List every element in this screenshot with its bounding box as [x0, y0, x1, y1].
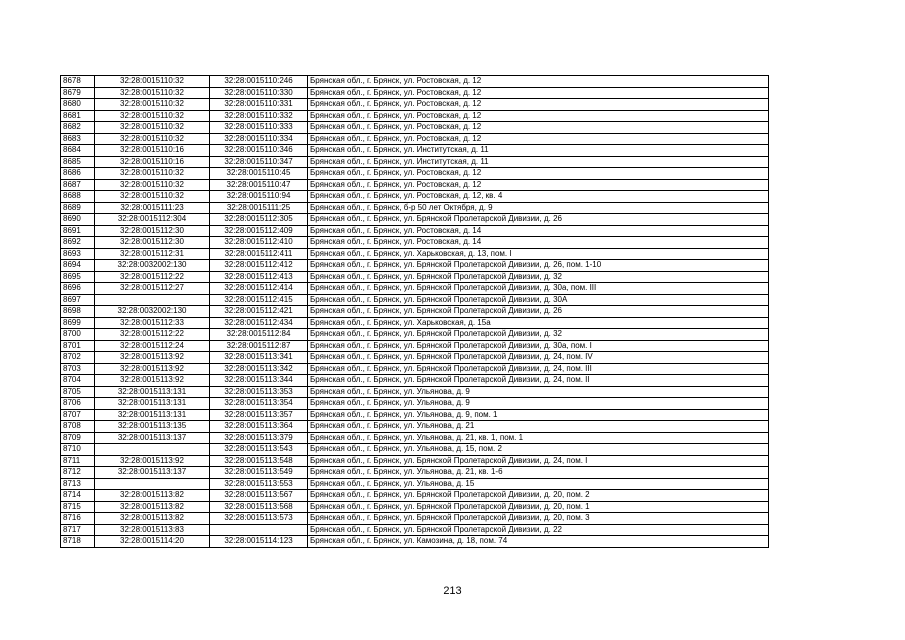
address-cell: Брянская обл., г. Брянск, ул. Ростовская, д. 14 — [308, 225, 769, 237]
row-number-cell: 8694 — [61, 260, 95, 272]
table-row — [61, 444, 769, 456]
object-number-cell: 32:28:0015111:25 — [210, 202, 308, 214]
parcel-number-cell: 32:28:0015113:82 — [95, 501, 210, 513]
address-cell: Брянская обл., г. Брянск, ул. Брянской Пролетарской Дивизии, д. 24, пом. II — [308, 375, 769, 387]
object-number-cell: 32:28:0015113:364 — [210, 421, 308, 433]
parcel-number-cell: 32:28:0015113:92 — [95, 375, 210, 387]
table-row — [61, 87, 769, 99]
object-number-cell: 32:28:0015113:548 — [210, 455, 308, 467]
object-number-cell: 32:28:0015112:414 — [210, 283, 308, 295]
table-row — [61, 156, 769, 168]
address-cell: Брянская обл., г. Брянск, ул. Ульянова, д. 21 — [308, 421, 769, 433]
table-row — [61, 513, 769, 525]
parcel-number-cell: 32:28:0015114:20 — [95, 536, 210, 548]
table-row — [61, 352, 769, 364]
object-number-cell: 32:28:0015113:344 — [210, 375, 308, 387]
object-number-cell: 32:28:0015112:421 — [210, 306, 308, 318]
parcel-number-cell: 32:28:0032002:130 — [95, 306, 210, 318]
parcel-number-cell: 32:28:0015110:32 — [95, 87, 210, 99]
object-number-cell: 32:28:0015112:409 — [210, 225, 308, 237]
row-number-cell: 8679 — [61, 87, 95, 99]
object-number-cell: 32:28:0015113:543 — [210, 444, 308, 456]
parcel-number-cell: 32:28:0015113:92 — [95, 352, 210, 364]
table-row — [61, 317, 769, 329]
parcel-number-cell: 32:28:0015113:92 — [95, 455, 210, 467]
table-row — [61, 432, 769, 444]
parcel-number-cell: 32:28:0015112:22 — [95, 329, 210, 341]
parcel-number-cell: 32:28:0015113:83 — [95, 524, 210, 536]
address-cell: Брянская обл., г. Брянск, ул. Ростовская, д. 12 — [308, 110, 769, 122]
parcel-number-cell: 32:28:0015112:33 — [95, 317, 210, 329]
address-cell: Брянская обл., г. Брянск, ул. Брянской Пролетарской Дивизии, д. 20, пом. 2 — [308, 490, 769, 502]
table-row — [61, 191, 769, 203]
row-number-cell: 8687 — [61, 179, 95, 191]
parcel-number-cell: 32:28:0015113:131 — [95, 386, 210, 398]
row-number-cell: 8693 — [61, 248, 95, 260]
registry-table — [60, 75, 769, 548]
table-row — [61, 306, 769, 318]
table-row — [61, 237, 769, 249]
address-cell: Брянская обл., г. Брянск, ул. Брянской Пролетарской Дивизии, д. 32 — [308, 271, 769, 283]
object-number-cell: 32:28:0015112:413 — [210, 271, 308, 283]
object-number-cell: 32:28:0015113:553 — [210, 478, 308, 490]
table-row — [61, 340, 769, 352]
object-number-cell: 32:28:0015113:357 — [210, 409, 308, 421]
row-number-cell: 8713 — [61, 478, 95, 490]
table-row — [61, 467, 769, 479]
row-number-cell: 8691 — [61, 225, 95, 237]
row-number-cell: 8710 — [61, 444, 95, 456]
table-row — [61, 179, 769, 191]
parcel-number-cell — [95, 444, 210, 456]
parcel-number-cell: 32:28:0015110:32 — [95, 99, 210, 111]
parcel-number-cell: 32:28:0015112:30 — [95, 237, 210, 249]
row-number-cell: 8698 — [61, 306, 95, 318]
address-cell: Брянская обл., г. Брянск, ул. Ульянова, д. 15, пом. 2 — [308, 444, 769, 456]
address-cell: Брянская обл., г. Брянск, ул. Ульянова, д. 9, пом. 1 — [308, 409, 769, 421]
address-cell: Брянская обл., г. Брянск, ул. Брянской Пролетарской Дивизии, д. 26, пом. 1-10 — [308, 260, 769, 272]
table-row — [61, 363, 769, 375]
address-cell: Брянская обл., г. Брянск, ул. Ульянова, д. 15 — [308, 478, 769, 490]
table-row — [61, 145, 769, 157]
parcel-number-cell: 32:28:0015113:82 — [95, 490, 210, 502]
row-number-cell: 8717 — [61, 524, 95, 536]
table-row — [61, 133, 769, 145]
address-cell: Брянская обл., г. Брянск, ул. Ростовская, д. 12 — [308, 168, 769, 180]
object-number-cell: 32:28:0015112:84 — [210, 329, 308, 341]
row-number-cell: 8692 — [61, 237, 95, 249]
object-number-cell: 32:28:0015110:331 — [210, 99, 308, 111]
parcel-number-cell: 32:28:0015110:32 — [95, 122, 210, 134]
table-row — [61, 214, 769, 226]
object-number-cell: 32:28:0015113:353 — [210, 386, 308, 398]
address-cell: Брянская обл., г. Брянск, ул. Ростовская, д. 12 — [308, 122, 769, 134]
row-number-cell: 8707 — [61, 409, 95, 421]
address-cell: Брянская обл., г. Брянск, ул. Ростовская, д. 12 — [308, 99, 769, 111]
row-number-cell: 8711 — [61, 455, 95, 467]
address-cell: Брянская обл., г. Брянск, б-р 50 лет Октября, д. 9 — [308, 202, 769, 214]
address-cell: Брянская обл., г. Брянск, ул. Ростовская, д. 12, кв. 4 — [308, 191, 769, 203]
address-cell: Брянская обл., г. Брянск, ул. Брянской Пролетарской Дивизии, д. 24, пом. IV — [308, 352, 769, 364]
row-number-cell: 8688 — [61, 191, 95, 203]
object-number-cell: 32:28:0015113:568 — [210, 501, 308, 513]
object-number-cell: 32:28:0015113:567 — [210, 490, 308, 502]
address-cell: Брянская обл., г. Брянск, ул. Брянской Пролетарской Дивизии, д. 26 — [308, 214, 769, 226]
address-cell: Брянская обл., г. Брянск, ул. Брянской Пролетарской Дивизии, д. 20, пом. 1 — [308, 501, 769, 513]
table-row — [61, 421, 769, 433]
address-cell: Брянская обл., г. Брянск, ул. Ростовская, д. 12 — [308, 76, 769, 88]
address-cell: Брянская обл., г. Брянск, ул. Брянской Пролетарской Дивизии, д. 20, пом. 3 — [308, 513, 769, 525]
parcel-number-cell: 32:28:0015110:32 — [95, 110, 210, 122]
parcel-number-cell: 32:28:0015110:32 — [95, 133, 210, 145]
registry-table-body — [61, 76, 769, 548]
parcel-number-cell: 32:28:0015112:31 — [95, 248, 210, 260]
row-number-cell: 8705 — [61, 386, 95, 398]
object-number-cell: 32:28:0015110:45 — [210, 168, 308, 180]
parcel-number-cell: 32:28:0015110:16 — [95, 145, 210, 157]
table-row — [61, 99, 769, 111]
row-number-cell: 8683 — [61, 133, 95, 145]
address-cell: Брянская обл., г. Брянск, ул. Брянской Пролетарской Дивизии, д. 30а, пом. I — [308, 340, 769, 352]
row-number-cell: 8689 — [61, 202, 95, 214]
address-cell: Брянская обл., г. Брянск, ул. Брянской Пролетарской Дивизии, д. 30а, пом. III — [308, 283, 769, 295]
row-number-cell: 8690 — [61, 214, 95, 226]
table-row — [61, 202, 769, 214]
parcel-number-cell: 32:28:0015113:135 — [95, 421, 210, 433]
object-number-cell: 32:28:0015112:434 — [210, 317, 308, 329]
page-number: 213 — [443, 585, 462, 597]
object-number-cell: 32:28:0015113:379 — [210, 432, 308, 444]
table-row — [61, 490, 769, 502]
row-number-cell: 8703 — [61, 363, 95, 375]
object-number-cell: 32:28:0015112:412 — [210, 260, 308, 272]
parcel-number-cell: 32:28:0032002:130 — [95, 260, 210, 272]
row-number-cell: 8686 — [61, 168, 95, 180]
row-number-cell: 8699 — [61, 317, 95, 329]
parcel-number-cell — [95, 478, 210, 490]
table-row — [61, 122, 769, 134]
table-row — [61, 375, 769, 387]
address-cell: Брянская обл., г. Брянск, ул. Брянской Пролетарской Дивизии, д. 22 — [308, 524, 769, 536]
row-number-cell: 8709 — [61, 432, 95, 444]
table-row — [61, 283, 769, 295]
row-number-cell: 8712 — [61, 467, 95, 479]
parcel-number-cell: 32:28:0015110:32 — [95, 179, 210, 191]
parcel-number-cell — [95, 294, 210, 306]
address-cell: Брянская обл., г. Брянск, ул. Брянской Пролетарской Дивизии, д. 32 — [308, 329, 769, 341]
object-number-cell: 32:28:0015114:123 — [210, 536, 308, 548]
row-number-cell: 8695 — [61, 271, 95, 283]
object-number-cell: 32:28:0015112:411 — [210, 248, 308, 260]
row-number-cell: 8706 — [61, 398, 95, 410]
row-number-cell: 8680 — [61, 99, 95, 111]
table-row — [61, 524, 769, 536]
object-number-cell: 32:28:0015110:334 — [210, 133, 308, 145]
row-number-cell: 8681 — [61, 110, 95, 122]
table-row — [61, 536, 769, 548]
row-number-cell: 8716 — [61, 513, 95, 525]
parcel-number-cell: 32:28:0015112:24 — [95, 340, 210, 352]
parcel-number-cell: 32:28:0015112:22 — [95, 271, 210, 283]
table-row — [61, 248, 769, 260]
table-row — [61, 260, 769, 272]
parcel-number-cell: 32:28:0015111:23 — [95, 202, 210, 214]
object-number-cell: 32:28:0015112:410 — [210, 237, 308, 249]
table-row — [61, 76, 769, 88]
object-number-cell: 32:28:0015113:549 — [210, 467, 308, 479]
table-row — [61, 501, 769, 513]
address-cell: Брянская обл., г. Брянск, ул. Ростовская, д. 12 — [308, 133, 769, 145]
parcel-number-cell: 32:28:0015113:92 — [95, 363, 210, 375]
address-cell: Брянская обл., г. Брянск, ул. Харьковская, д. 13, пом. I — [308, 248, 769, 260]
object-number-cell: 32:28:0015110:47 — [210, 179, 308, 191]
parcel-number-cell: 32:28:0015113:82 — [95, 513, 210, 525]
address-cell: Брянская обл., г. Брянск, ул. Ульянова, д. 9 — [308, 398, 769, 410]
object-number-cell: 32:28:0015112:305 — [210, 214, 308, 226]
row-number-cell: 8718 — [61, 536, 95, 548]
parcel-number-cell: 32:28:0015110:32 — [95, 76, 210, 88]
parcel-number-cell: 32:28:0015110:32 — [95, 168, 210, 180]
address-cell: Брянская обл., г. Брянск, ул. Камозина, д. 18, пом. 74 — [308, 536, 769, 548]
row-number-cell: 8715 — [61, 501, 95, 513]
object-number-cell: 32:28:0015112:415 — [210, 294, 308, 306]
object-number-cell — [210, 524, 308, 536]
row-number-cell: 8702 — [61, 352, 95, 364]
parcel-number-cell: 32:28:0015110:32 — [95, 191, 210, 203]
object-number-cell: 32:28:0015110:347 — [210, 156, 308, 168]
address-cell: Брянская обл., г. Брянск, ул. Ульянова, д. 21, кв. 1-6 — [308, 467, 769, 479]
row-number-cell: 8678 — [61, 76, 95, 88]
address-cell: Брянская обл., г. Брянск, ул. Харьковская, д. 15а — [308, 317, 769, 329]
row-number-cell: 8684 — [61, 145, 95, 157]
parcel-number-cell: 32:28:0015110:16 — [95, 156, 210, 168]
table-row — [61, 271, 769, 283]
table-row — [61, 398, 769, 410]
object-number-cell: 32:28:0015110:94 — [210, 191, 308, 203]
row-number-cell: 8682 — [61, 122, 95, 134]
address-cell: Брянская обл., г. Брянск, ул. Ростовская, д. 12 — [308, 179, 769, 191]
address-cell: Брянская обл., г. Брянск, ул. Институтская, д. 11 — [308, 156, 769, 168]
address-cell: Брянская обл., г. Брянск, ул. Брянской Пролетарской Дивизии, д. 26 — [308, 306, 769, 318]
table-row — [61, 386, 769, 398]
table-row — [61, 168, 769, 180]
object-number-cell: 32:28:0015110:346 — [210, 145, 308, 157]
object-number-cell: 32:28:0015113:342 — [210, 363, 308, 375]
object-number-cell: 32:28:0015113:341 — [210, 352, 308, 364]
row-number-cell: 8685 — [61, 156, 95, 168]
parcel-number-cell: 32:28:0015112:30 — [95, 225, 210, 237]
address-cell: Брянская обл., г. Брянск, ул. Институтская, д. 11 — [308, 145, 769, 157]
object-number-cell: 32:28:0015113:354 — [210, 398, 308, 410]
parcel-number-cell: 32:28:0015112:27 — [95, 283, 210, 295]
parcel-number-cell: 32:28:0015112:304 — [95, 214, 210, 226]
table-row — [61, 225, 769, 237]
row-number-cell: 8700 — [61, 329, 95, 341]
table-row — [61, 294, 769, 306]
parcel-number-cell: 32:28:0015113:137 — [95, 432, 210, 444]
row-number-cell: 8714 — [61, 490, 95, 502]
table-row — [61, 110, 769, 122]
address-cell: Брянская обл., г. Брянск, ул. Ульянова, д. 9 — [308, 386, 769, 398]
address-cell: Брянская обл., г. Брянск, ул. Ростовская, д. 12 — [308, 87, 769, 99]
object-number-cell: 32:28:0015110:246 — [210, 76, 308, 88]
object-number-cell: 32:28:0015113:573 — [210, 513, 308, 525]
object-number-cell: 32:28:0015112:87 — [210, 340, 308, 352]
address-cell: Брянская обл., г. Брянск, ул. Брянской Пролетарской Дивизии, д. 30А — [308, 294, 769, 306]
table-row — [61, 409, 769, 421]
row-number-cell: 8708 — [61, 421, 95, 433]
table-row — [61, 329, 769, 341]
address-cell: Брянская обл., г. Брянск, ул. Брянской Пролетарской Дивизии, д. 24, пом. III — [308, 363, 769, 375]
table-row — [61, 478, 769, 490]
row-number-cell: 8704 — [61, 375, 95, 387]
address-cell: Брянская обл., г. Брянск, ул. Ростовская, д. 14 — [308, 237, 769, 249]
object-number-cell: 32:28:0015110:333 — [210, 122, 308, 134]
row-number-cell: 8696 — [61, 283, 95, 295]
object-number-cell: 32:28:0015110:330 — [210, 87, 308, 99]
object-number-cell: 32:28:0015110:332 — [210, 110, 308, 122]
table-row — [61, 455, 769, 467]
parcel-number-cell: 32:28:0015113:131 — [95, 398, 210, 410]
row-number-cell: 8697 — [61, 294, 95, 306]
address-cell: Брянская обл., г. Брянск, ул. Ульянова, д. 21, кв. 1, пом. 1 — [308, 432, 769, 444]
parcel-number-cell: 32:28:0015113:137 — [95, 467, 210, 479]
row-number-cell: 8701 — [61, 340, 95, 352]
parcel-number-cell: 32:28:0015113:131 — [95, 409, 210, 421]
address-cell: Брянская обл., г. Брянск, ул. Брянской Пролетарской Дивизии, д. 24, пом. I — [308, 455, 769, 467]
